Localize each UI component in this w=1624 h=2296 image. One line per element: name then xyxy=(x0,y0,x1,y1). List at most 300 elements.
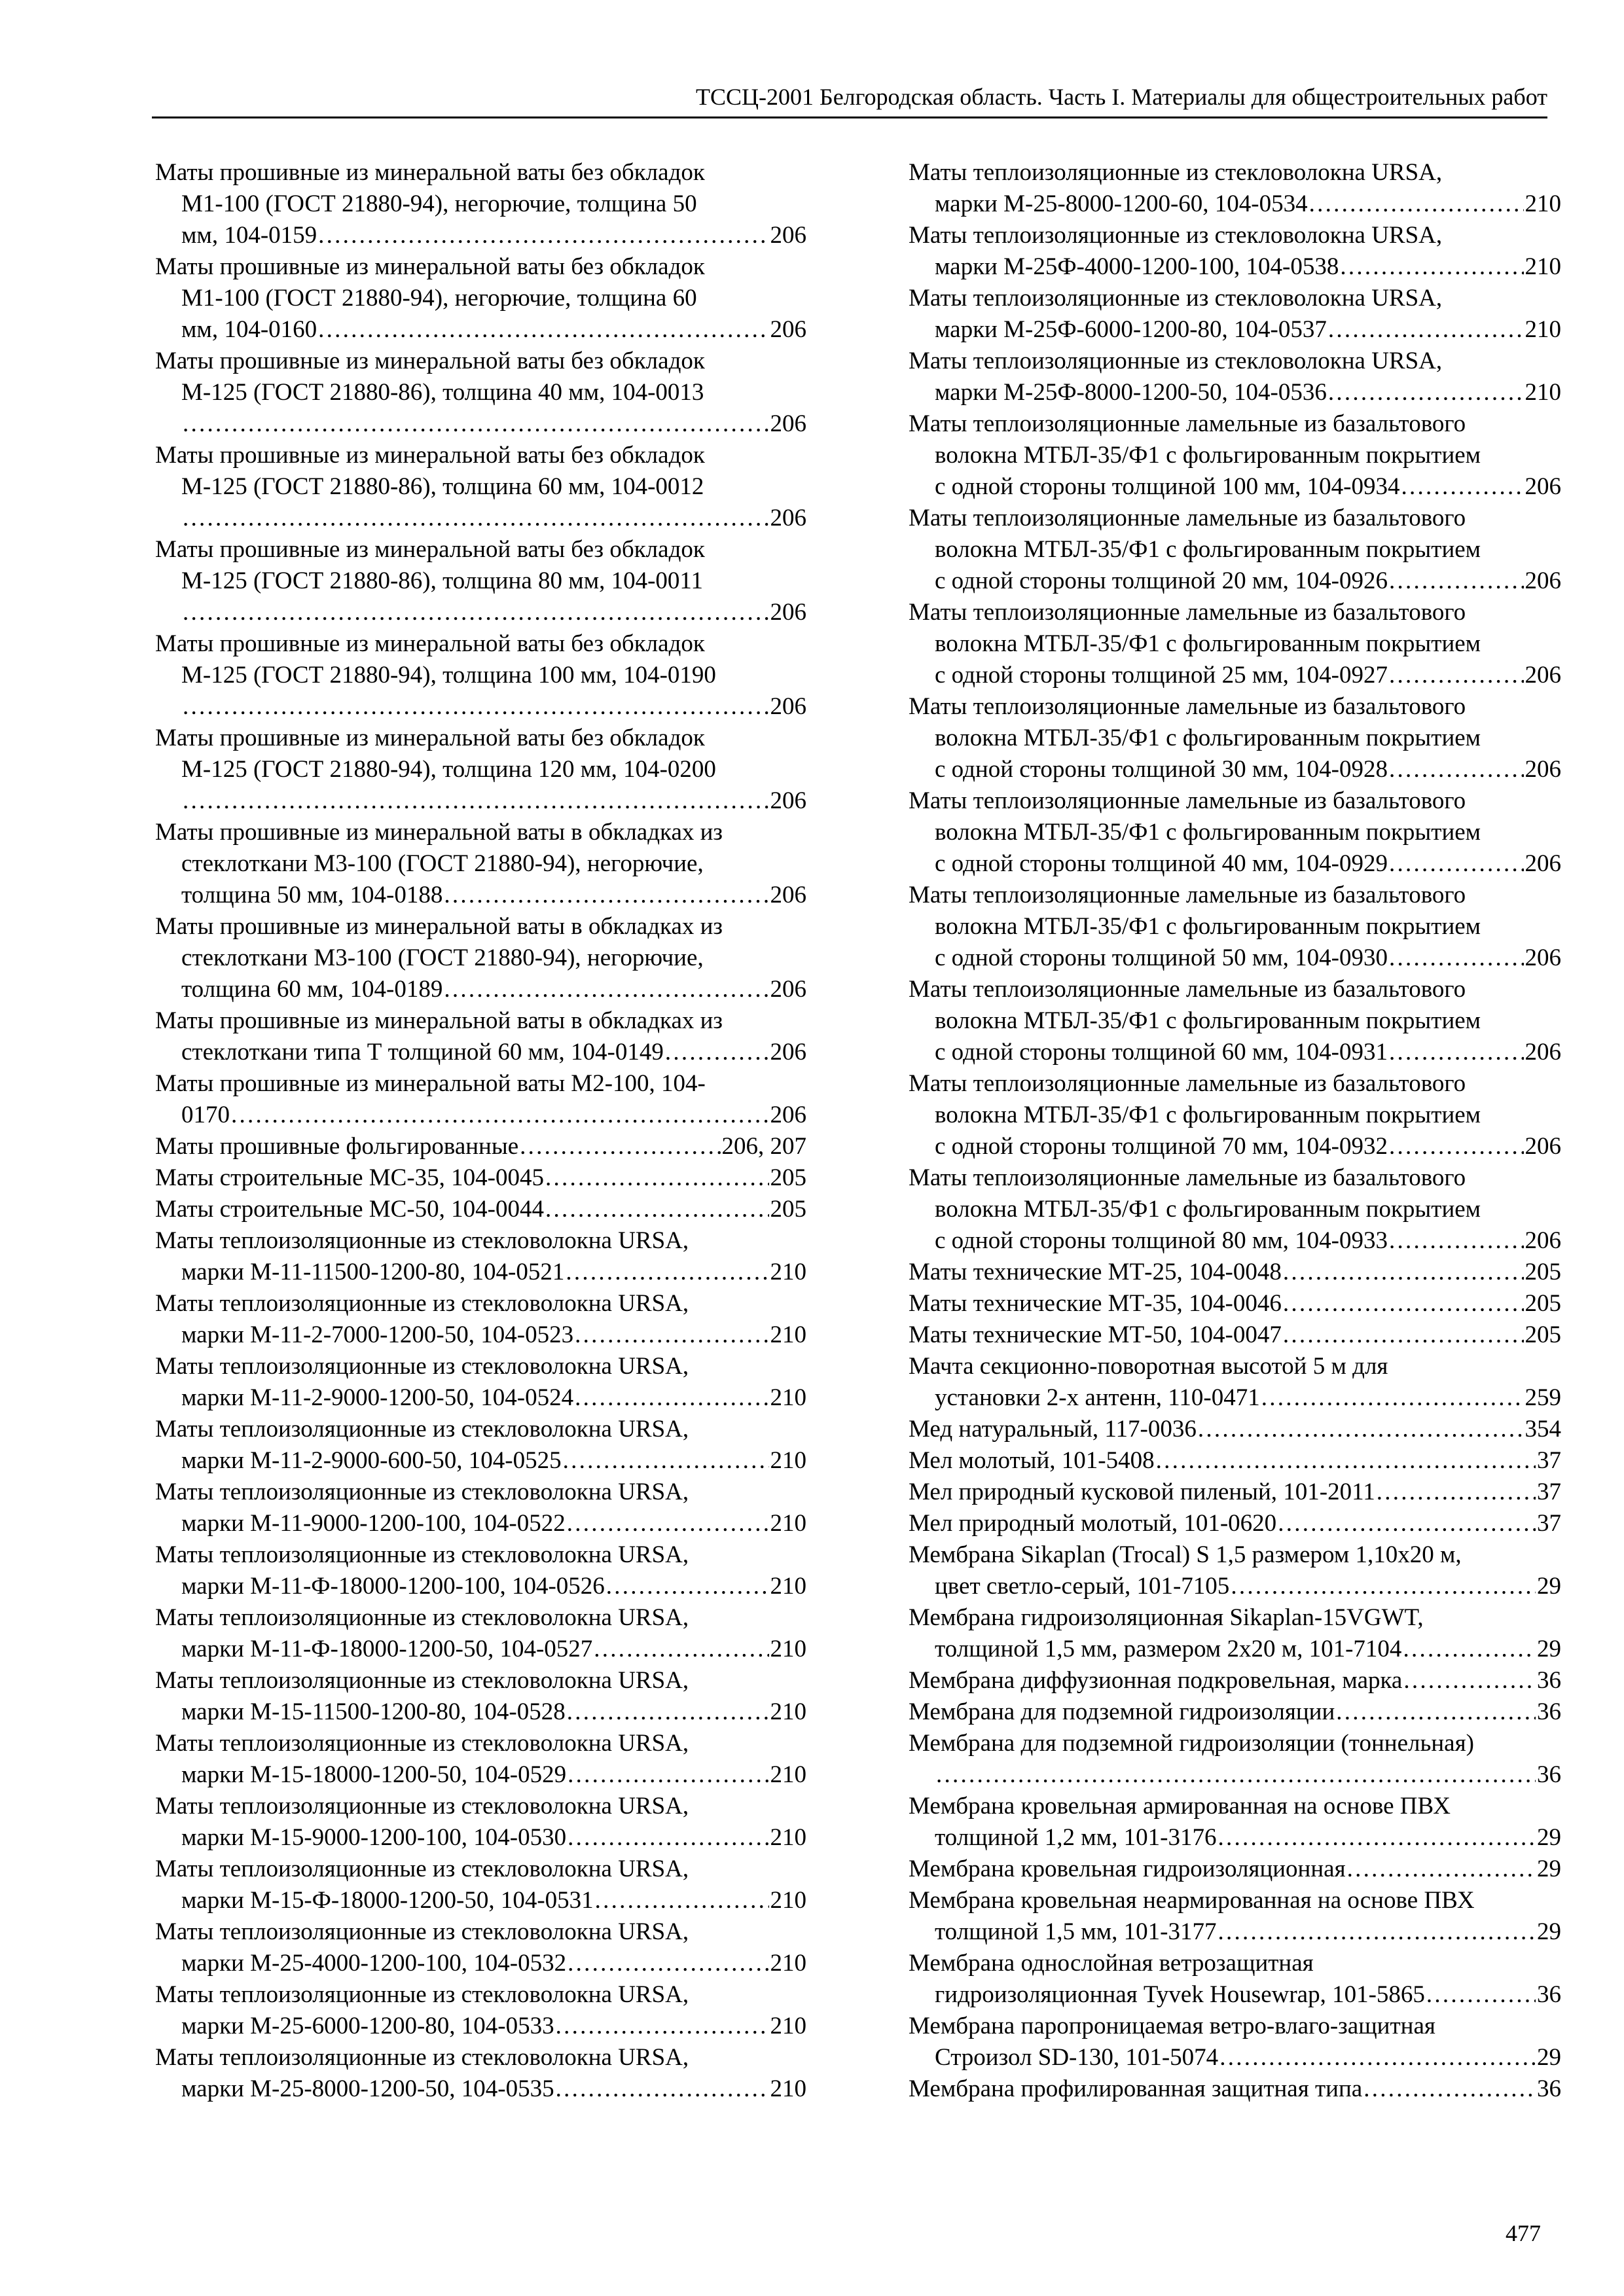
entry-text: Строизол SD-130, 101-5074 xyxy=(935,2044,1219,2071)
entry-last-line xyxy=(155,1759,806,1791)
dot-leader xyxy=(1401,471,1524,503)
entry-text-line: Мачта секционно-поворотная высотой 5 м для xyxy=(909,1353,1388,1380)
index-entry xyxy=(155,1602,806,1665)
entry-text: с одной стороны толщиной 100 мм, 104-0934 xyxy=(935,473,1400,500)
entry-text-line: Маты прошивные из минеральной ваты без обкладок xyxy=(155,536,705,563)
entry-text: марки М-25-8000-1200-60, 104-0534 xyxy=(935,190,1308,217)
entry-page-ref: 36 xyxy=(1537,2075,1561,2102)
dot-leader xyxy=(567,1696,769,1728)
dot-leader xyxy=(183,503,769,534)
entry-page-ref: 206 xyxy=(770,976,806,1003)
entry-text: стеклоткани типа Т толщиной 60 мм, 104-0149 xyxy=(181,1039,664,1066)
dot-leader xyxy=(1403,1634,1536,1665)
entry-page-ref: 36 xyxy=(1537,1761,1561,1788)
entry-text: с одной стороны толщиной 70 мм, 104-0932 xyxy=(935,1133,1388,1160)
entry-last-line xyxy=(155,1131,806,1162)
dot-leader xyxy=(183,408,769,440)
index-entry xyxy=(909,880,1561,974)
entry-page-ref: 206 xyxy=(1525,1227,1561,1254)
entry-page-ref: 206 xyxy=(770,505,806,531)
entry-last-line xyxy=(909,660,1561,691)
entry-text-line: Маты теплоизоляционные из стекловолокна URSA, xyxy=(155,1730,689,1757)
index-entry xyxy=(909,2011,1561,2073)
entry-text-line: волокна МТБЛ-35/Ф1 с фольгированным покрытием xyxy=(935,913,1481,940)
entry-page-ref: 205 xyxy=(770,1196,806,1223)
entry-text-line: Маты прошивные из минеральной ваты М2-100, 104- xyxy=(155,1070,706,1097)
index-entry xyxy=(909,1665,1561,1696)
index-entry xyxy=(155,1979,806,2042)
entry-text-line: Мембрана Sikaplan (Trocal) S 1,5 размером 1,10х20 м, xyxy=(909,1541,1462,1568)
index-entry xyxy=(155,2042,806,2105)
entry-page-ref: 206 xyxy=(1525,662,1561,689)
entry-text: марки М-25Ф-6000-1200-80, 104-0537 xyxy=(935,316,1327,343)
index-column-right xyxy=(909,157,1561,2105)
entry-page-ref: 206 xyxy=(1525,756,1561,783)
entry-text-line: Мембрана кровельная неармированная на основе ПВХ xyxy=(909,1887,1475,1914)
index-entry xyxy=(909,1288,1561,1319)
entry-page-ref: 206 xyxy=(770,222,806,249)
entry-last-line xyxy=(909,1759,1561,1791)
entry-text-line: Маты теплоизоляционные из стекловолокна URSA, xyxy=(155,1856,689,1882)
entry-text: марки М-11-Ф-18000-1200-50, 104-0527 xyxy=(181,1636,593,1662)
dot-leader xyxy=(444,974,768,1005)
entry-text-line: Маты теплоизоляционные ламельные из базальтового xyxy=(909,787,1466,814)
entry-page-ref: 210 xyxy=(770,1573,806,1600)
entry-text-line: М-125 (ГОСТ 21880-94), толщина 100 мм, 104-0190 xyxy=(181,662,716,689)
dot-leader xyxy=(1389,848,1524,880)
entry-last-line xyxy=(909,565,1561,597)
entry-text-line: волокна МТБЛ-35/Ф1 с фольгированным покрытием xyxy=(935,1102,1481,1128)
entry-text-line: Маты теплоизоляционные ламельные из базальтового xyxy=(909,1164,1466,1191)
dot-leader xyxy=(594,1634,768,1665)
entry-text-line: Мембрана однослойная ветрозащитная xyxy=(909,1950,1314,1977)
entry-text-line: М-125 (ГОСТ 21880-86), толщина 80 мм, 104-0011 xyxy=(181,567,704,594)
dot-leader xyxy=(1283,1257,1524,1288)
dot-leader xyxy=(1156,1445,1536,1477)
dot-leader xyxy=(183,785,769,817)
entry-text: толщина 50 мм, 104-0188 xyxy=(181,882,443,908)
entry-text-line: Маты прошивные из минеральной ваты без обкладок xyxy=(155,253,705,280)
entry-text: установки 2-х антенн, 110-0471 xyxy=(935,1384,1260,1411)
entry-text: толщиной 1,5 мм, 101-3177 xyxy=(935,1918,1217,1945)
index-entry xyxy=(909,2073,1561,2105)
entry-page-ref: 29 xyxy=(1537,2044,1561,2071)
index-entry xyxy=(909,1162,1561,1257)
entry-text: Маты технические МТ-25, 104-0048 xyxy=(909,1259,1282,1285)
entry-last-line xyxy=(155,220,806,251)
entry-page-ref: 205 xyxy=(770,1164,806,1191)
dot-leader xyxy=(936,1759,1536,1791)
dot-leader xyxy=(183,691,769,723)
entry-page-ref: 210 xyxy=(1525,316,1561,343)
index-entry xyxy=(155,628,806,723)
entry-page-ref: 210 xyxy=(1525,379,1561,406)
index-entry xyxy=(155,440,806,534)
entry-text-line: Маты теплоизоляционные ламельные из базальтового xyxy=(909,599,1466,626)
entry-last-line xyxy=(909,251,1561,283)
entry-text-line: Мембрана паропроницаемая ветро-влаго-защитная xyxy=(909,2013,1435,2039)
dot-leader xyxy=(595,1885,769,1916)
index-entry xyxy=(155,1288,806,1351)
dot-leader xyxy=(563,1445,769,1477)
index-entry xyxy=(909,1728,1561,1791)
dot-leader xyxy=(1389,565,1524,597)
entry-page-ref: 206 xyxy=(770,882,806,908)
entry-last-line xyxy=(909,1916,1561,1948)
index-entry xyxy=(155,1477,806,1539)
dot-leader xyxy=(1389,942,1524,974)
entry-page-ref: 259 xyxy=(1525,1384,1561,1411)
entry-last-line xyxy=(909,1634,1561,1665)
dot-leader xyxy=(1403,1665,1536,1696)
entry-page-ref: 36 xyxy=(1537,1698,1561,1725)
entry-text: цвет светло-серый, 101-7105 xyxy=(935,1573,1230,1600)
entry-last-line xyxy=(909,1037,1561,1068)
entry-page-ref: 206 xyxy=(770,410,806,437)
entry-text: марки М-11-11500-1200-80, 104-0521 xyxy=(181,1259,565,1285)
entry-page-ref: 205 xyxy=(1525,1259,1561,1285)
entry-last-line xyxy=(155,1634,806,1665)
entry-text: Маты строительные МС-50, 104-0044 xyxy=(155,1196,544,1223)
index-entry xyxy=(909,597,1561,691)
entry-page-ref: 210 xyxy=(770,1384,806,1411)
dot-leader xyxy=(1218,1916,1536,1948)
dot-leader xyxy=(1340,251,1523,283)
entry-last-line xyxy=(155,408,806,440)
dot-leader xyxy=(1278,1508,1536,1539)
entry-text: толщиной 1,2 мм, 101-3176 xyxy=(935,1824,1217,1851)
entry-page-ref: 210 xyxy=(770,1950,806,1977)
index-entry xyxy=(155,1131,806,1162)
entry-page-ref: 206 xyxy=(770,316,806,343)
entry-text: марки М-15-Ф-18000-1200-50, 104-0531 xyxy=(181,1887,594,1914)
index-entry xyxy=(909,1791,1561,1854)
entry-last-line xyxy=(909,942,1561,974)
index-entry xyxy=(155,1005,806,1068)
index-entry xyxy=(155,251,806,346)
entry-last-line xyxy=(909,1854,1561,1885)
entry-page-ref: 210 xyxy=(770,1887,806,1914)
entry-text: марки М-25-6000-1200-80, 104-0533 xyxy=(181,2013,554,2039)
entry-text: марки М-25Ф-4000-1200-100, 104-0538 xyxy=(935,253,1339,280)
entry-last-line xyxy=(909,1257,1561,1288)
entry-text: 0170 xyxy=(181,1102,230,1128)
entry-last-line xyxy=(155,1445,806,1477)
entry-last-line xyxy=(909,1696,1561,1728)
entry-text: Мед натуральный, 117-0036 xyxy=(909,1416,1197,1443)
dot-leader xyxy=(1283,1319,1524,1351)
dot-leader xyxy=(545,1194,769,1225)
entry-last-line xyxy=(155,1194,806,1225)
entry-page-ref: 37 xyxy=(1537,1510,1561,1537)
entry-text: Мел молотый, 101-5408 xyxy=(909,1447,1155,1474)
dot-leader xyxy=(318,220,768,251)
entry-text: Мембрана для подземной гидроизоляции xyxy=(909,1698,1335,1725)
entry-text: Мембрана кровельная гидроизоляционная xyxy=(909,1856,1346,1882)
entry-page-ref: 210 xyxy=(770,2013,806,2039)
entry-page-ref: 210 xyxy=(770,1636,806,1662)
index-entry xyxy=(155,1414,806,1477)
entry-text-line: волокна МТБЛ-35/Ф1 с фольгированным покрытием xyxy=(935,1007,1481,1034)
entry-text-line: Маты теплоизоляционные ламельные из базальтового xyxy=(909,882,1466,908)
entry-last-line xyxy=(909,1571,1561,1602)
entry-last-line xyxy=(155,503,806,534)
entry-last-line xyxy=(909,1508,1561,1539)
index-entry xyxy=(155,1068,806,1131)
entry-last-line xyxy=(155,691,806,723)
entry-last-line xyxy=(909,377,1561,408)
entry-text: Маты технические МТ-35, 104-0046 xyxy=(909,1290,1282,1317)
entry-text-line: Маты теплоизоляционные ламельные из базальтового xyxy=(909,976,1466,1003)
dot-leader xyxy=(1389,754,1524,785)
entry-last-line xyxy=(909,848,1561,880)
dot-leader xyxy=(1389,1225,1524,1257)
entry-page-ref: 210 xyxy=(770,2075,806,2102)
index-entry xyxy=(909,503,1561,597)
dot-leader xyxy=(520,1131,720,1162)
index-entry xyxy=(909,1445,1561,1477)
entry-text: марки М-11-2-7000-1200-50, 104-0523 xyxy=(181,1321,574,1348)
entry-text-line: М1-100 (ГОСТ 21880-94), негорючие, толщина 50 xyxy=(181,190,697,217)
entry-last-line xyxy=(909,1979,1561,2011)
index-entry xyxy=(155,1351,806,1414)
dot-leader xyxy=(556,2011,769,2042)
entry-text-line: Маты теплоизоляционные из стекловолокна URSA, xyxy=(909,348,1443,374)
entry-page-ref: 206, 207 xyxy=(721,1133,806,1160)
entry-text-line: Маты прошивные из минеральной ваты в обкладках из xyxy=(155,1007,723,1034)
entry-page-ref: 206 xyxy=(1525,1039,1561,1066)
entry-text: с одной стороны толщиной 60 мм, 104-0931 xyxy=(935,1039,1388,1066)
entry-text-line: Маты прошивные из минеральной ваты без обкладок xyxy=(155,348,705,374)
entry-page-ref: 354 xyxy=(1525,1416,1561,1443)
dot-leader xyxy=(1261,1382,1524,1414)
dot-leader xyxy=(606,1571,769,1602)
entry-text-line: Маты теплоизоляционные из стекловолокна URSA, xyxy=(155,1667,689,1694)
entry-page-ref: 210 xyxy=(770,1259,806,1285)
entry-page-ref: 29 xyxy=(1537,1918,1561,1945)
dot-leader xyxy=(1231,1571,1536,1602)
dot-leader xyxy=(1389,660,1524,691)
entry-page-ref: 36 xyxy=(1537,1667,1561,1694)
entry-text-line: Мембрана гидроизоляционная Sikaplan-15VGWT, xyxy=(909,1604,1424,1631)
entry-text-line: Маты теплоизоляционные из стекловолокна URSA, xyxy=(155,1918,689,1945)
entry-text: Мел природный молотый, 101-0620 xyxy=(909,1510,1277,1537)
dot-leader xyxy=(1389,1037,1524,1068)
entry-text-line: волокна МТБЛ-35/Ф1 с фольгированным покрытием xyxy=(935,442,1481,469)
entry-last-line xyxy=(909,471,1561,503)
entry-text-line: стеклоткани М3-100 (ГОСТ 21880-94), негорючие, xyxy=(181,850,704,877)
entry-text: Маты прошивные фольгированные xyxy=(155,1133,519,1160)
index-entry xyxy=(155,1539,806,1602)
index-entry xyxy=(155,911,806,1005)
entry-page-ref: 205 xyxy=(1525,1290,1561,1317)
index-entry xyxy=(909,1351,1561,1414)
entry-last-line xyxy=(909,2073,1561,2105)
dot-leader xyxy=(1219,2042,1536,2073)
entry-text: Мел природный кусковой пиленый, 101-2011 xyxy=(909,1479,1375,1505)
entry-text-line: Маты прошивные из минеральной ваты в обкладках из xyxy=(155,819,723,846)
entry-last-line xyxy=(909,1225,1561,1257)
entry-text-line: М-125 (ГОСТ 21880-94), толщина 120 мм, 104-0200 xyxy=(181,756,716,783)
entry-last-line xyxy=(909,1131,1561,1162)
entry-last-line xyxy=(909,754,1561,785)
running-header: ТССЦ-2001 Белгородская область. Часть I. Материалы для общестроительных работ xyxy=(696,84,1547,110)
entry-page-ref: 210 xyxy=(770,1761,806,1788)
entry-text: марки М-11-9000-1200-100, 104-0522 xyxy=(181,1510,566,1537)
entry-last-line xyxy=(155,1382,806,1414)
entry-last-line xyxy=(155,880,806,911)
entry-page-ref: 206 xyxy=(770,1102,806,1128)
index-entry xyxy=(155,1162,806,1194)
entry-last-line xyxy=(155,2011,806,2042)
index-entry xyxy=(909,1602,1561,1665)
dot-leader xyxy=(556,2073,769,2105)
entry-text-line: Маты теплоизоляционные ламельные из базальтового xyxy=(909,410,1466,437)
entry-last-line xyxy=(155,1948,806,1979)
entry-text: с одной стороны толщиной 40 мм, 104-0929 xyxy=(935,850,1388,877)
entry-last-line xyxy=(909,1319,1561,1351)
entry-last-line xyxy=(155,597,806,628)
entry-text-line: Маты теплоизоляционные из стекловолокна URSA, xyxy=(909,222,1443,249)
entry-text: марки М-25-8000-1200-50, 104-0535 xyxy=(181,2075,554,2102)
entry-text: марки М-25Ф-8000-1200-50, 104-0536 xyxy=(935,379,1327,406)
entry-text-line: М-125 (ГОСТ 21880-86), толщина 60 мм, 104-0012 xyxy=(181,473,704,500)
index-entry xyxy=(155,1916,806,1979)
entry-text: с одной стороны толщиной 25 мм, 104-0927 xyxy=(935,662,1388,689)
entry-text: марки М-25-4000-1200-100, 104-0532 xyxy=(181,1950,567,1977)
entry-text: с одной стороны толщиной 20 мм, 104-0926 xyxy=(935,567,1388,594)
entry-page-ref: 210 xyxy=(1525,190,1561,217)
index-entry xyxy=(909,974,1561,1068)
entry-last-line xyxy=(909,1822,1561,1854)
entry-text-line: М-125 (ГОСТ 21880-86), толщина 40 мм, 104-0013 xyxy=(181,379,704,406)
entry-text-line: Маты теплоизоляционные из стекловолокна URSA, xyxy=(155,1353,689,1380)
entry-text-line: Маты теплоизоляционные из стекловолокна URSA, xyxy=(155,1290,689,1317)
index-entry xyxy=(909,283,1561,346)
index-entry xyxy=(909,1854,1561,1885)
dot-leader xyxy=(1328,377,1524,408)
entry-last-line xyxy=(909,188,1561,220)
entry-last-line xyxy=(155,1822,806,1854)
entry-text: с одной стороны толщиной 80 мм, 104-0933 xyxy=(935,1227,1388,1254)
entry-page-ref: 210 xyxy=(770,1698,806,1725)
entry-text-line: стеклоткани М3-100 (ГОСТ 21880-94), негорючие, xyxy=(181,944,704,971)
entry-text-line: Маты теплоизоляционные из стекловолокна URSA, xyxy=(909,285,1443,312)
entry-page-ref: 29 xyxy=(1537,1573,1561,1600)
entry-text-line: Маты теплоизоляционные ламельные из базальтового xyxy=(909,693,1466,720)
entry-last-line xyxy=(155,1571,806,1602)
entry-page-ref: 29 xyxy=(1537,1824,1561,1851)
entry-last-line xyxy=(909,2042,1561,2073)
dot-leader xyxy=(568,1822,768,1854)
dot-leader xyxy=(575,1382,768,1414)
entry-text: с одной стороны толщиной 30 мм, 104-0928 xyxy=(935,756,1388,783)
entry-text-line: Маты теплоизоляционные из стекловолокна URSA, xyxy=(155,1541,689,1568)
entry-text-line: волокна МТБЛ-35/Ф1 с фольгированным покрытием xyxy=(935,819,1481,846)
entry-page-ref: 210 xyxy=(1525,253,1561,280)
dot-leader xyxy=(318,314,768,346)
entry-text: марки М-15-18000-1200-50, 104-0529 xyxy=(181,1761,567,1788)
index-entry xyxy=(909,157,1561,220)
dot-leader xyxy=(568,1759,768,1791)
entry-text-line: Маты теплоизоляционные ламельные из базальтового xyxy=(909,1070,1466,1097)
dot-leader xyxy=(1426,1979,1536,2011)
dot-leader xyxy=(1198,1414,1524,1445)
entry-text-line: Маты теплоизоляционные из стекловолокна URSA, xyxy=(155,1793,689,1820)
entry-last-line xyxy=(155,785,806,817)
dot-leader xyxy=(1218,1822,1536,1854)
index-entry xyxy=(909,691,1561,785)
entry-text: марки М-15-9000-1200-100, 104-0530 xyxy=(181,1824,567,1851)
entry-page-ref: 210 xyxy=(770,1510,806,1537)
entry-text-line: волокна МТБЛ-35/Ф1 с фольгированным покрытием xyxy=(935,630,1481,657)
entry-text: Мембрана профилированная защитная типа xyxy=(909,2075,1363,2102)
entry-text-line: Маты теплоизоляционные из стекловолокна URSA, xyxy=(155,1604,689,1631)
index-entry xyxy=(909,1508,1561,1539)
index-entry xyxy=(155,534,806,628)
entry-page-ref: 36 xyxy=(1537,1981,1561,2008)
entry-last-line xyxy=(909,1414,1561,1445)
entry-text-line: Маты прошивные из минеральной ваты без обкладок xyxy=(155,442,705,469)
dot-leader xyxy=(1328,314,1524,346)
entry-text-line: Маты теплоизоляционные из стекловолокна URSA, xyxy=(155,1227,689,1254)
entry-text-line: волокна МТБЛ-35/Ф1 с фольгированным покрытием xyxy=(935,725,1481,751)
entry-last-line xyxy=(155,1257,806,1288)
index-column-left xyxy=(155,157,806,2105)
entry-text-line: Маты прошивные из минеральной ваты без обкладок xyxy=(155,725,705,751)
index-entry xyxy=(909,1257,1561,1288)
entry-text-line: Маты теплоизоляционные из стекловолокна URSA, xyxy=(155,2044,689,2071)
entry-last-line xyxy=(909,1288,1561,1319)
index-entry xyxy=(909,1414,1561,1445)
index-entry xyxy=(909,1539,1561,1602)
entry-text: марки М-11-Ф-18000-1200-100, 104-0526 xyxy=(181,1573,605,1600)
index-entry xyxy=(909,346,1561,408)
entry-page-ref: 206 xyxy=(770,787,806,814)
entry-page-ref: 210 xyxy=(770,1824,806,1851)
entry-page-ref: 29 xyxy=(1537,1856,1561,1882)
entry-text-line: Маты теплоизоляционные из стекловолокна URSA, xyxy=(155,1416,689,1443)
dot-leader xyxy=(1309,188,1524,220)
index-entry xyxy=(909,785,1561,880)
dot-leader xyxy=(231,1100,769,1131)
entry-page-ref: 210 xyxy=(770,1447,806,1474)
entry-text: толщина 60 мм, 104-0189 xyxy=(181,976,443,1003)
dot-leader xyxy=(444,880,768,911)
dot-leader xyxy=(1283,1288,1524,1319)
index-entry xyxy=(909,1696,1561,1728)
entry-text: Маты строительные МС-35, 104-0045 xyxy=(155,1164,544,1191)
entry-last-line xyxy=(155,1162,806,1194)
entry-page-ref: 206 xyxy=(1525,473,1561,500)
dot-leader xyxy=(1363,2073,1536,2105)
entry-page-ref: 210 xyxy=(770,1321,806,1348)
index-entry xyxy=(155,723,806,817)
dot-leader xyxy=(568,1948,768,1979)
dot-leader xyxy=(575,1319,768,1351)
index-entry xyxy=(155,817,806,911)
dot-leader xyxy=(1389,1131,1524,1162)
entry-last-line xyxy=(155,314,806,346)
dot-leader xyxy=(1336,1696,1536,1728)
entry-text-line: волокна МТБЛ-35/Ф1 с фольгированным покрытием xyxy=(935,536,1481,563)
index-entry xyxy=(155,1791,806,1854)
entry-last-line xyxy=(155,1696,806,1728)
entry-text: мм, 104-0159 xyxy=(181,222,317,249)
entry-page-ref: 205 xyxy=(1525,1321,1561,1348)
entry-text-line: Маты прошивные из минеральной ваты в обкладках из xyxy=(155,913,723,940)
index-entry xyxy=(155,1665,806,1728)
